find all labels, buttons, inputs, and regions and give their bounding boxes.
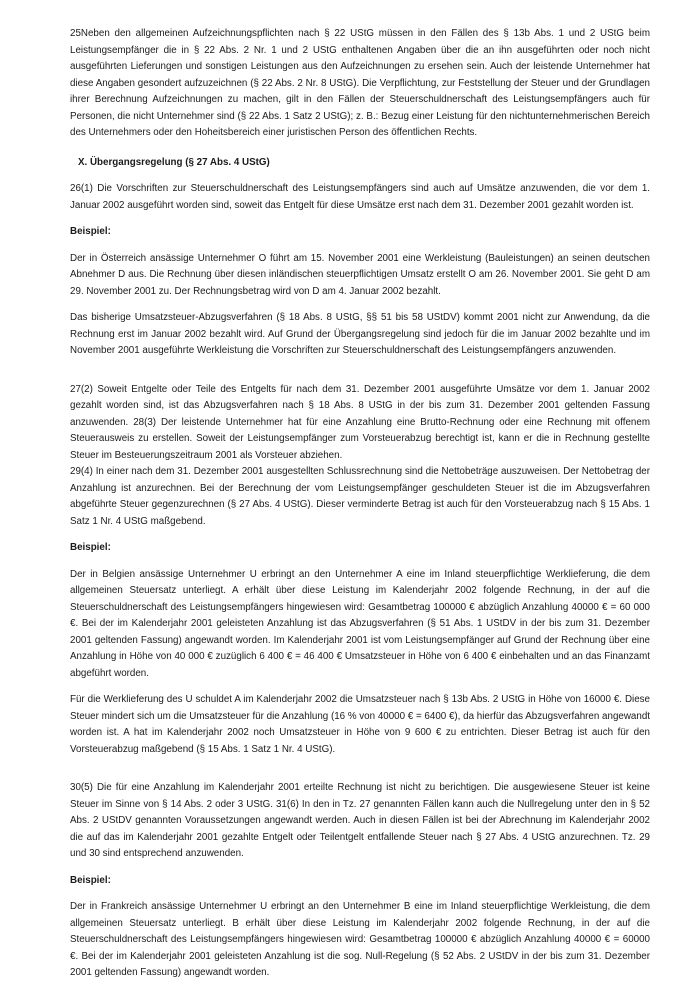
section-heading-uebergangsregelung: X. Übergangsregelung (§ 27 Abs. 4 UStG)	[78, 156, 270, 168]
paragraph-tz30-31-nullregelung: 30(5) Die für eine Anzahlung im Kalenderjahr 2001 erteilte Rechnung ist nicht zu berichtigen. Die ausgewiesene Steuer ist keine Steuer im Sinne von § 14 Abs. 2 oder 3 UStG. 31(6) In den in Tz. 27 genannten Fällen kann auch die Nullregelung unter den in § 52 Abs. 2 UStDV genannten Voraussetzungen angewandt werden. Auch in diesen Fällen ist bei der Abrechnung im Kalenderjahr 2002 die auf das im Kalenderjahr 2001 gezahlte Entgelt oder Teilentgelt entfallende Steuer nach § 27 Abs. 4 UStG anzurechnen. Tz. 29 und 30 sind entsprechend anzuwenden.	[70, 782, 650, 859]
example-label-2: Beispiel:	[70, 542, 111, 553]
example-1-text: Der in Österreich ansässige Unternehmer O führt am 15. November 2001 eine Werkleistung (Bauleistungen) an seinen deutschen Abnehmer D aus. Die Rechnung über diesen inländischen steuerpflichtigen Umsatz erstellt O am 26. November 2001. Sie geht D am 29. November 2001 zu. Der Rechnungsbetrag wird von D am 4. Januar 2002 bezahlt.	[70, 252, 650, 297]
paragraph-tz29-schlussrechnung: 29(4) In einer nach dem 31. Dezember 2001 ausgestellten Schlussrechnung sind die Nettobeträge auszuweisen. Der Nettobetrag der Anzahlung ist anzurechnen. Bei der Berechnung der vom Leistungsempfänger geschuldeten Steuer ist die im Abzugsverfahren abgeführte Steuer gegenzurechnen (§ 27 Abs. 4 UStG). Dieser verminderte Betrag ist auch für den Vorsteuerabzug nach § 15 Abs. 1 Satz 1 Nr. 4 UStG maßgebend.	[70, 466, 650, 527]
example-2-text: Der in Belgien ansässige Unternehmer U erbringt an den Unternehmer A eine im Inland steuerpflichtige Werklieferung, die dem allgemeinen Steuersatz unterliegt. A erhält über diese Leistung im Kalenderjahr 2002 folgende Rechnung, in der auf die Steuerschuldnerschaft des Leistungsempfängers hingewiesen wird: Gesamtbetrag 100000 € abzüglich Anzahlung 40000 € = 60 000 €. Bei der im Kalenderjahr 2001 geleisteten Anzahlung ist das Abzugsverfahren (§ 51 Abs. 1 UStDV in der bis zum 31. Dezember 2001 geltenden Fassung) angewandt worden. Im Kalenderjahr 2001 ist vom Leistungsempfänger auf Grund der Rechnung über eine Anzahlung in Höhe von 40 000 € zuzüglich 6 400 € = 46 400 € Umsatzsteuer in Höhe von 6 400 € einbehalten und an das Finanzamt abgeführt worden.	[70, 568, 650, 679]
example-1-conclusion: Das bisherige Umsatzsteuer-Abzugsverfahren (§ 18 Abs. 8 UStG, §§ 51 bis 58 UStDV) kommt 2001 nicht zur Anwendung, da die Rechnung erst im Januar 2002 bezahlt wird. Auf Grund der Übergangsregelung sind jedoch für die im Januar 2002 bezahlte und im November 2001 ausgeführte Werkleistung die Vorschriften zur Steuerschuldnerschaft des Leistungsempfängers anzuwenden.	[70, 312, 650, 356]
example-2-conclusion: Für die Werklieferung des U schuldet A im Kalenderjahr 2002 die Umsatzsteuer nach § 13b Abs. 2 UStG in Höhe von 16000 €. Diese Steuer mindert sich um die Umsatzsteuer für die Anzahlung (16 % von 40000 € = 6400 €), da hierfür das Abzugsverfahren angewandt worden ist. A hat im Kalenderjahr 2002 noch Umsatzsteuer in Höhe von 9 600 € zu entrichten. Dieser Betrag ist auch für den Vorsteuerabzug maßgebend (§ 15 Abs. 1 Satz 1 Nr. 4 UStG).	[70, 694, 650, 755]
paragraph-tz25-aufzeichnungspflichten: 25Neben den allgemeinen Aufzeichnungspflichten nach § 22 UStG müssen in den Fällen des § 13b Abs. 1 und 2 UStG beim Leistungsempfänger die in § 22 Abs. 2 Nr. 1 und 2 UStG enthaltenen Angaben über die an ihn ausgeführten oder noch nicht ausgeführten Lieferungen und sonstigen Leistungen aus den Aufzeichnungen zu ersehen sein. Auch der leistende Unternehmer hat diese Angaben gesondert aufzuzeichnen (§ 22 Abs. 2 Nr. 8 UStG). Die Verpflichtung, zur Feststellung der Steuer und der Grundlagen ihrer Berechnung Aufzeichnungen zu machen, gilt in den Fällen der Steuerschuldnerschaft des Leistungsempfängers auch für Personen, die nicht Unternehmer sind (§ 22 Abs. 1 Satz 2 UStG); z. B.: Bezug einer Leistung für den nichtunternehmerischen Bereich des Unternehmers oder den Hoheitsbereich einer juristischen Person des öffentlichen Rechts.	[70, 28, 650, 138]
example-label-1: Beispiel:	[70, 226, 111, 237]
paragraph-tz26-vorschriften: 26(1) Die Vorschriften zur Steuerschuldnerschaft des Leistungsempfängers sind auch auf Umsätze anzuwenden, die vor dem 1. Januar 2002 ausgeführt worden sind, soweit das Entgelt für diese Umsätze erst nach dem 31. Dezember 2001 gezahlt worden ist.	[70, 183, 650, 211]
example-label-3: Beispiel:	[70, 874, 111, 886]
paragraph-tz27-28-abzugsverfahren: 27(2) Soweit Entgelte oder Teile des Entgelts für nach dem 31. Dezember 2001 ausgeführte Umsätze vor dem 1. Januar 2002 gezahlt worden sind, ist das Abzugsverfahren nach § 18 Abs. 8 UStG in der bis zum 31. Dezember 2001 geltenden Fassung anzuwenden. 28(3) Der leistende Unternehmer hat für eine Anzahlung eine Brutto-Rechnung oder eine Rechnung mit offenem Steuerausweis zu erstellen. Soweit der Leistungsempfänger zum Vorsteuerabzug berechtigt ist, kann er die in Rechnung gestellte Steuer im Besteuerungszeitraum 2001 als Vorsteuer abziehen.	[70, 383, 650, 461]
example-3-text: Der in Frankreich ansässige Unternehmer U erbringt an den Unternehmer B eine im Inland steuerpflichtige Werkleistung, die dem allgemeinen Steuersatz unterliegt. B erhält über diese Leistung im Kalenderjahr 2002 folgende Rechnung, in der auf die Steuerschuldnerschaft des Leistungsempfängers hingewiesen wird: Gesamtbetrag 100000 € abzüglich Anzahlung 40000 € = 60000 €. Bei der im Kalenderjahr 2001 geleisteten Anzahlung ist die sog. Null-Regelung (§ 52 Abs. 2 UStDV in der bis zum 31. Dezember 2001 geltenden Fassung) angewandt worden.	[70, 901, 650, 978]
